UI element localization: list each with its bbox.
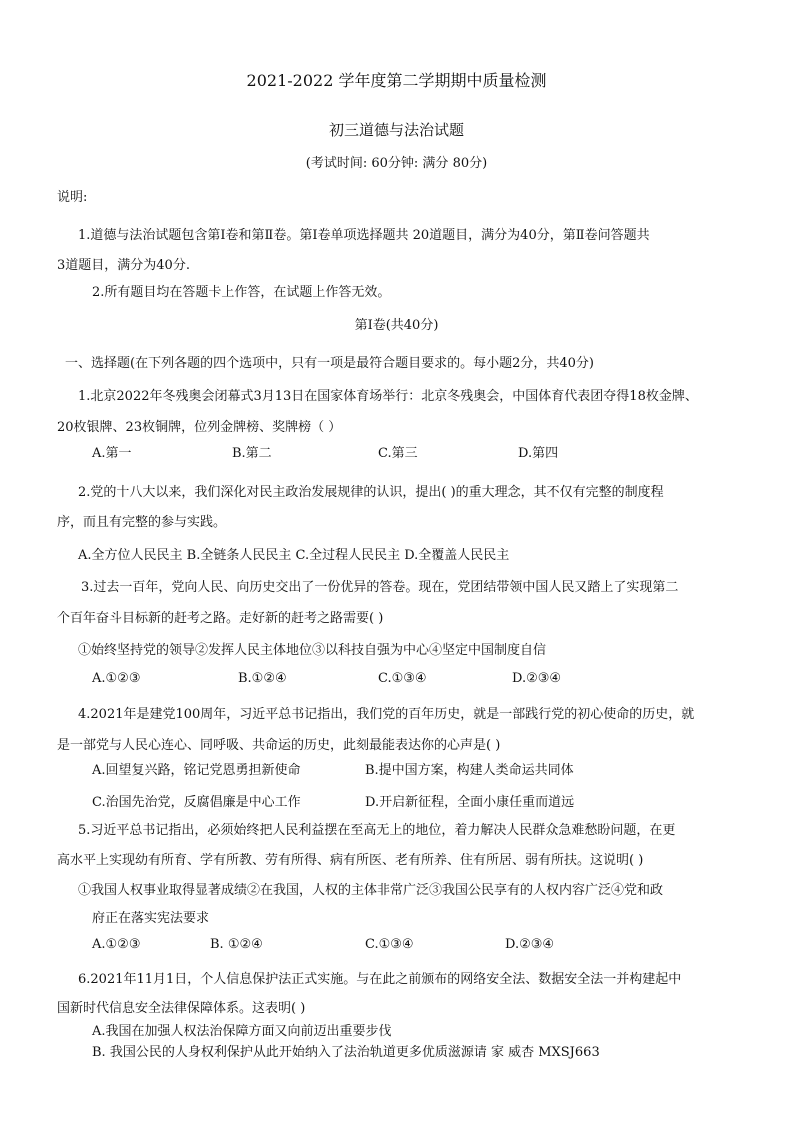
- question-2-options: A.全方位人民民主 B.全链条人民民主 C.全过程人民民主 D.全覆盖人民民主: [78, 548, 510, 563]
- question-6-option-b: B. 我国公民的人身权利保护从此开始纳入了法治轨道更多优质滋源请 家 威杏 MXSJ663: [92, 1045, 600, 1060]
- section-heading: 一、选择题(在下列各题的四个选项中，只有一项是最符合题目要求的。每小题2分，共40分): [65, 356, 594, 371]
- question-1-line-1: 1.北京2022年冬残奥会闭幕式3月13日在国家体育场举行：北京冬残奥会，中国体育代表团夺得18枚金牌、: [78, 389, 698, 404]
- question-2-line-2: 序，而且有完整的参与实践。: [57, 515, 227, 530]
- question-4-option-d: D.开启新征程，全面小康任重而道远: [365, 795, 575, 810]
- question-6-line-1: 6.2021年11月1日，个人信息保护法正式实施。与在此之前颁布的网络安全法、数据安全法一并构建起中: [78, 972, 682, 987]
- question-4-option-a: A.回望复兴路，铭记党恩勇担新使命: [92, 763, 301, 778]
- question-5-statements-line-2: 府正在落实宪法要求: [92, 911, 210, 926]
- question-1-option-a: A.第一: [92, 446, 132, 461]
- instruction-1-line-1: 1.道德与法治试题包含第Ⅰ卷和第Ⅱ卷。第Ⅰ卷单项选择题共 20道题目，满分为40分，第Ⅱ卷问答题共: [78, 228, 650, 243]
- exam-info: (考试时间: 60分钟: 满分 80分): [305, 156, 488, 171]
- question-3-option-a: A.①②③: [92, 671, 141, 686]
- question-5-line-2: 高水平上实现幼有所育、学有所教、劳有所得、病有所医、老有所养、住有所居、弱有所扶。这说明( ): [57, 853, 644, 868]
- question-3-statements: ①始终坚持党的领导②发挥人民主体地位③以科技自强为中心④坚定中国制度自信: [78, 643, 547, 658]
- exam-subtitle: 初三道德与法治试题: [328, 121, 464, 139]
- question-1-option-d: D.第四: [518, 446, 559, 461]
- question-6-line-2: 国新时代信息安全法律保障体系。这表明( ): [57, 1001, 306, 1016]
- question-1-option-b: B.第二: [232, 446, 272, 461]
- question-5-option-a: A.①②③: [92, 937, 141, 952]
- question-5-option-b: B. ①②④: [210, 937, 263, 952]
- instruction-2: 2.所有题目均在答题卡上作答，在试题上作答无效。: [92, 285, 391, 300]
- question-5-statements-line-1: ①我国人权事业取得显著成绩②在我国，人权的主体非常广泛③我国公民享有的人权内容广泛④党和政: [78, 883, 664, 898]
- question-3-option-c: C.①③④: [378, 671, 427, 686]
- question-3-line-2: 个百年奋斗目标新的赶考之路。走好新的赶考之路需要( ): [57, 611, 384, 626]
- question-2-line-1: 2.党的十八大以来，我们深化对民主政治发展规律的认识，提出( )的重大理念，其不仅有完整的制度程: [78, 485, 664, 500]
- exam-title: 2021-2022 学年度第二学期期中质量检测: [246, 71, 547, 90]
- question-4-option-b: B.提中国方案，构建人类命运共同体: [365, 763, 574, 778]
- question-4-line-1: 4.2021年是建党100周年，习近平总书记指出，我们党的百年历史，就是一部践行党的初心使命的历史，就: [78, 707, 695, 722]
- question-3-option-d: D.②③④: [512, 671, 562, 686]
- question-5-option-d: D.②③④: [505, 937, 555, 952]
- question-4-option-c: C.治国先治党，反腐倡廉是中心工作: [92, 795, 301, 810]
- question-1-line-2: 20枚银牌、23枚铜牌，位列金牌榜、奖牌榜（ ）: [57, 420, 342, 435]
- question-3-line-1: 3.过去一百年，党向人民、向历史交出了一份优异的答卷。现在，党团结带领中国人民又踏上了实现第二: [81, 580, 679, 595]
- section-title: 第Ⅰ卷(共40分): [354, 318, 439, 333]
- instructions-label: 说明:: [57, 190, 88, 205]
- instruction-1-line-2: 3道题目，满分为40分.: [57, 258, 190, 273]
- question-4-line-2: 是一部党与人民心连心、同呼吸、共命运的历史，此刻最能表达你的心声是( ): [57, 738, 501, 753]
- question-5-option-c: C.①③④: [365, 937, 414, 952]
- question-3-option-b: B.①②④: [238, 671, 287, 686]
- question-6-option-a: A.我国在加强人权法治保障方面又向前迈出重要步伐: [92, 1024, 392, 1039]
- question-1-option-c: C.第三: [378, 446, 418, 461]
- question-5-line-1: 5.习近平总书记指出，必须始终把人民利益摆在至高无上的地位，着力解决人民群众急难愁盼问题，在更: [78, 823, 676, 838]
